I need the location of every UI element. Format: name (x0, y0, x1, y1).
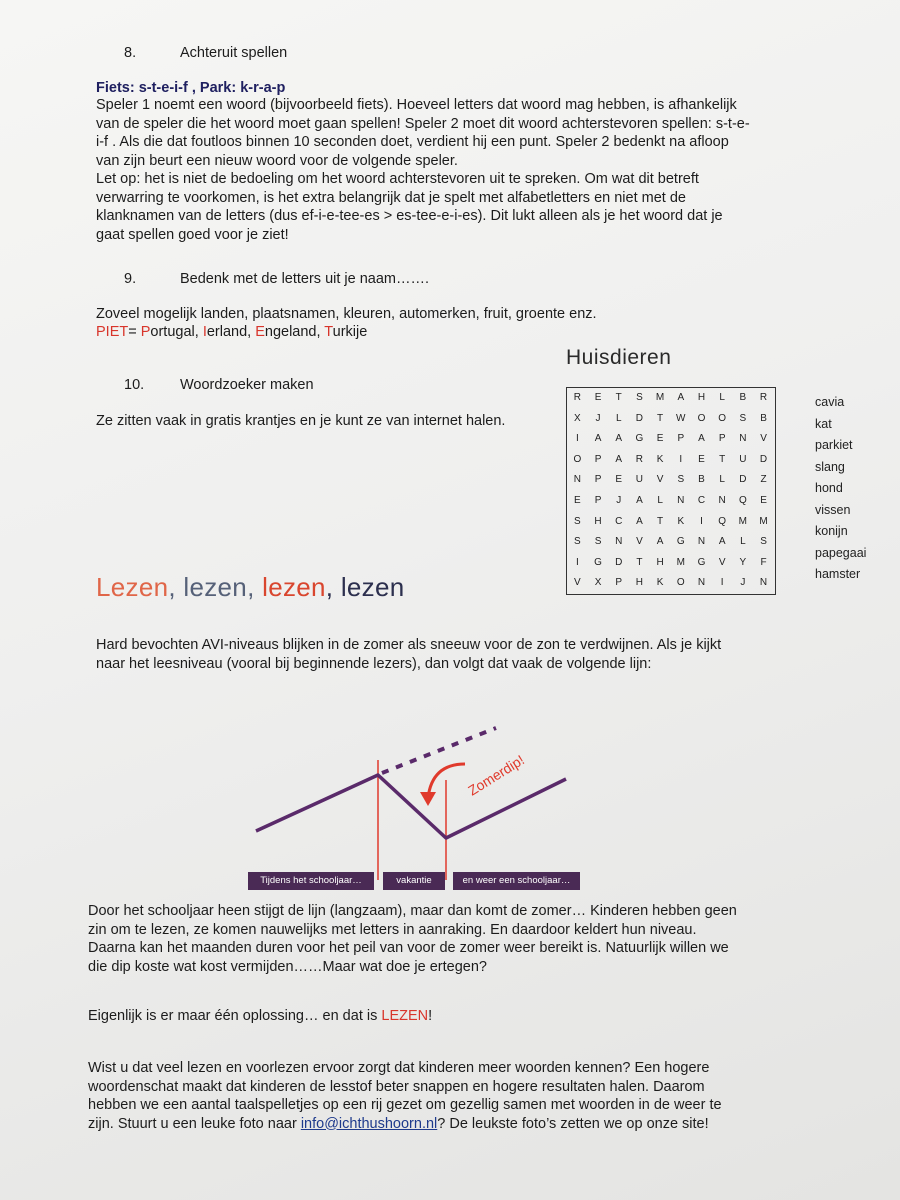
grid-row (567, 512, 775, 533)
grid-cell: V (718, 556, 726, 568)
grid-cell: D (739, 474, 747, 486)
wordlist-item: cavia (815, 395, 845, 409)
piet-word: ortugal (150, 324, 195, 340)
grid-row (567, 450, 775, 471)
body-line: gaat spellen goed voor je ziet! (96, 226, 289, 243)
section-10-body: Ze zitten vaak in gratis krantjes en je kunt ze van internet halen. (96, 413, 506, 429)
grid-cell: M (676, 556, 685, 568)
grid-cell: P (718, 433, 726, 445)
paragraph-line: Wist u dat veel lezen en voorlezen ervoor zorgt dat kinderen meer woorden kennen? Een hogere (88, 1060, 710, 1076)
reading-intro (96, 636, 816, 673)
grid-cell: G (697, 556, 706, 568)
grid-cell: G (676, 536, 685, 548)
section-8-example: Fiets: s-t-e-i-f , Park: k-r-a-p (96, 80, 286, 96)
grid-cell: E (615, 474, 623, 486)
grid-cell: D (759, 453, 768, 465)
section-9-title: Bedenk met de letters uit je naam……. (180, 271, 430, 287)
grid-row (567, 409, 775, 430)
grid-cell: I (700, 515, 703, 527)
grid-cell: P (594, 474, 602, 486)
grid-cell: A (677, 392, 685, 403)
grid-cell: B (698, 474, 705, 486)
grid-cell: S (594, 536, 602, 548)
paragraph-text: ? De leukste foto’s zetten we op onze site! (437, 1115, 709, 1132)
wordlist-item: vissen (815, 502, 851, 517)
intro-line: naar het leesniveau (vooral bij beginnende lezers), dan volgt dat vaak de volgende lijn: (96, 655, 652, 672)
paragraph-text: zijn. Stuurt u een leuke foto naar (88, 1115, 301, 1132)
grid-cell: S (739, 412, 747, 424)
wordsearch-title: Huisdieren (566, 346, 672, 369)
grid-cell: N (739, 433, 747, 445)
grid-cell: G (594, 556, 602, 568)
grid-cell: E (698, 453, 705, 465)
body-line: i-f . Als die dat foutloos binnen 10 seconden doet, verdient hij een punt. Speler 2 bedenkt na afloop (96, 134, 729, 150)
grid-row (567, 470, 775, 491)
grid-cell: P (594, 453, 602, 465)
grid-row (567, 532, 775, 553)
section-9-body: Zoveel mogelijk landen, plaatsnamen, kleuren, automerken, fruit, groente enz. (96, 306, 597, 322)
grid-cell: N (697, 577, 706, 589)
wordsearch-wordlist (815, 392, 866, 586)
grid-cell: U (635, 474, 644, 486)
body-line: van zijn beurt een nieuw woord voor de volgende speler. (96, 152, 458, 169)
grid-cell: I (720, 577, 724, 589)
grid-cell: V (636, 536, 643, 548)
grid-cell: A (656, 536, 664, 548)
grid-cell: S (574, 515, 581, 527)
wordlist-item: kat (815, 416, 832, 431)
wordlist-item: papegaai (815, 545, 867, 560)
grid-cell: V (760, 433, 767, 445)
grid-cell: L (740, 536, 746, 548)
lezen-emphasis: LEZEN (381, 1008, 429, 1024)
paragraph-line: hebben we een aantal taalspelletjes op een rij gezet om gezellig samen met woorden in de weer te (88, 1097, 722, 1113)
grid-cell: T (719, 453, 726, 465)
grid-cell: Y (739, 556, 747, 568)
grid-cell: E (574, 494, 581, 506)
paragraph-line (88, 1115, 808, 1134)
grid-cell: L (657, 494, 663, 506)
grid-cell: V (656, 474, 664, 486)
grid-row (567, 388, 775, 409)
reading-paragraph-3 (88, 1007, 432, 1026)
wordlist-item: parkiet (815, 438, 853, 452)
grid-row (567, 429, 775, 450)
grid-cell: H (594, 515, 602, 527)
grid-cell: K (677, 515, 685, 527)
wordsearch-grid (566, 387, 776, 595)
paragraph-line: zin om te lezen, ze komen nauwelijks met letters in aanraking. En daardoor keldert hun niveau. (88, 921, 697, 938)
grid-cell: K (656, 577, 664, 589)
grid-cell: P (615, 577, 623, 589)
grid-cell: T (636, 556, 643, 568)
label-weer-schooljaar: en weer een schooljaar… (453, 872, 580, 890)
piet-initial: I (202, 324, 207, 340)
grid-cell: A (698, 433, 705, 445)
grid-cell: A (718, 536, 726, 548)
grid-cell: B (739, 392, 747, 403)
piet-initial: E (255, 324, 265, 340)
grid-cell: W (676, 412, 686, 424)
title-sep: , (247, 572, 263, 602)
section-10-number: 10. (124, 377, 145, 393)
grid-cell: C (697, 494, 706, 506)
grid-cell: L (719, 392, 725, 403)
label-vakantie: vakantie (383, 872, 445, 890)
grid-cell: R (635, 453, 644, 465)
title-word: lezen (262, 572, 326, 602)
body-line: Let op: het is niet de bedoeling om het woord achterstevoren uit te spreken. Om wat dit betreft (96, 171, 699, 187)
grid-cell: J (740, 577, 746, 589)
grid-cell: I (575, 556, 579, 568)
reading-paragraph-2 (88, 902, 808, 976)
title-word: lezen (340, 572, 405, 602)
paragraph-line: die dip koste wat kost vermijden……Maar wat doe je ertegen? (88, 958, 487, 975)
grid-cell: K (656, 453, 664, 465)
grid-cell: A (615, 453, 623, 465)
paragraph-line: woordenschat maakt dat kinderen de lesstof beter snappen en hogere resultaten halen. Daarom (88, 1078, 705, 1095)
piet-word: erland (206, 324, 248, 340)
grid-cell: H (635, 577, 644, 589)
grid-cell: O (697, 412, 706, 424)
grid-cell: E (656, 433, 664, 445)
title-sep: , (325, 572, 341, 602)
grid-cell: T (615, 392, 622, 403)
grid-cell: S (677, 474, 685, 486)
grid-cell: L (719, 474, 725, 486)
grid-cell: T (657, 515, 664, 527)
grid-cell: A (636, 494, 643, 506)
grid-cell: M (759, 515, 768, 527)
grid-cell: U (739, 453, 747, 465)
piet-word: urkije (332, 324, 368, 340)
grid-cell: N (677, 494, 685, 506)
grid-cell: Q (738, 494, 747, 506)
arrow-head-icon (420, 792, 436, 806)
grid-cell: E (594, 392, 602, 403)
grid-cell: P (677, 433, 685, 445)
wordlist-item: hamster (815, 567, 861, 581)
piet-initial: P (140, 324, 151, 340)
grid-cell: G (635, 433, 644, 445)
reading-paragraph-4 (88, 1059, 808, 1133)
grid-cell: R (759, 392, 768, 403)
paragraph-line: Door het schooljaar heen stijgt de lijn (langzaam), maar dan komt de zomer… Kinderen hebben geen (88, 903, 737, 919)
grid-cell: N (718, 494, 726, 506)
grid-cell: B (760, 412, 767, 424)
label-schooljaar: Tijdens het schooljaar… (248, 872, 374, 890)
wordlist-item: hond (815, 481, 843, 495)
piet-initial: T (324, 324, 333, 340)
title-sep: , (168, 572, 184, 602)
piet-label: PIET (96, 324, 129, 340)
grid-cell: N (573, 474, 581, 486)
paragraph-text: ! (428, 1008, 433, 1024)
grid-cell: D (615, 556, 623, 568)
title-word: Lezen (96, 572, 169, 602)
section-8-title: Achteruit spellen (180, 45, 288, 61)
paragraph-line: Daarna kan het maanden duren voor het peil van voor de zomer weer bereikt is. Natuurlijk willen we (88, 940, 729, 956)
reading-level-line (256, 775, 566, 838)
expected-trend-dashed-line (382, 728, 496, 773)
grid-cell: C (615, 515, 623, 527)
grid-cell: M (738, 515, 748, 527)
grid-cell: J (595, 412, 601, 424)
grid-cell: S (574, 536, 581, 548)
grid-cell: O (573, 453, 582, 465)
body-line: van de speler die het woord moet gaan spellen! Speler 2 moet dit woord achterstevoren spellen: s-t-e- (96, 115, 750, 132)
piet-example: PIET= Portugal, Ierland, Engeland, Turkije (96, 324, 368, 340)
grid-cell: V (574, 577, 581, 589)
grid-cell: A (615, 433, 623, 445)
grid-cell: H (697, 392, 706, 403)
grid-cell: P (594, 494, 602, 506)
grid-cell: E (760, 494, 767, 506)
body-line: verwarring te voorkomen, is het extra belangrijk dat je spelt met alfabetletters en niet met de (96, 189, 686, 206)
grid-cell: R (573, 392, 581, 403)
grid-cell: S (760, 536, 767, 548)
paragraph-text: Eigenlijk is er maar één oplossing… en dat is (88, 1008, 382, 1024)
grid-cell: D (635, 412, 644, 424)
grid-cell: T (657, 412, 664, 424)
grid-cell: I (575, 433, 579, 445)
grid-row (567, 573, 775, 594)
section-8-body (96, 96, 816, 244)
grid-cell: O (676, 577, 685, 589)
reading-title (96, 572, 405, 603)
grid-cell: A (594, 433, 602, 445)
grid-cell: L (615, 412, 622, 424)
grid-row (567, 553, 775, 574)
section-8-number: 8. (124, 45, 137, 61)
grid-cell: O (718, 412, 727, 424)
wordlist-item: slang (815, 459, 845, 474)
piet-word: ngeland (264, 324, 317, 340)
wordlist-item: konijn (815, 524, 848, 538)
grid-cell: N (697, 536, 706, 548)
grid-cell: H (656, 556, 664, 568)
grid-cell: M (655, 392, 665, 403)
section-9-number: 9. (124, 271, 137, 287)
intro-line: Hard bevochten AVI-niveaus blijken in de zomer als sneeuw voor de zon te verdwijnen. Als je kijkt (96, 637, 722, 653)
grid-cell: S (636, 392, 643, 403)
grid-cell: J (616, 494, 622, 506)
body-line: klanknamen van de letters (dus ef-i-e-tee-es > es-tee-e-i-es). Dit lukt alleen als je het woord dat je (96, 208, 723, 224)
email-link[interactable]: info@ichthushoorn.nl (300, 1115, 438, 1132)
grid-cell: F (760, 556, 767, 568)
section-10-title: Woordzoeker maken (180, 377, 314, 393)
zomerdip-annotation: Zomerdip! (465, 751, 528, 799)
grid-cell: X (574, 412, 581, 424)
grid-cell: X (594, 577, 602, 589)
grid-cell: A (636, 515, 643, 527)
grid-cell: N (759, 577, 768, 589)
title-word: lezen (183, 572, 248, 602)
grid-row (567, 491, 775, 512)
grid-cell: Z (760, 474, 767, 486)
body-line: Speler 1 noemt een woord (bijvoorbeeld fiets). Hoeveel letters dat woord mag hebben, is afhankelijk (96, 97, 737, 113)
grid-cell: N (615, 536, 623, 548)
grid-cell: I (679, 453, 683, 465)
piet-eq: = (128, 324, 141, 340)
grid-cell: Q (718, 515, 727, 527)
